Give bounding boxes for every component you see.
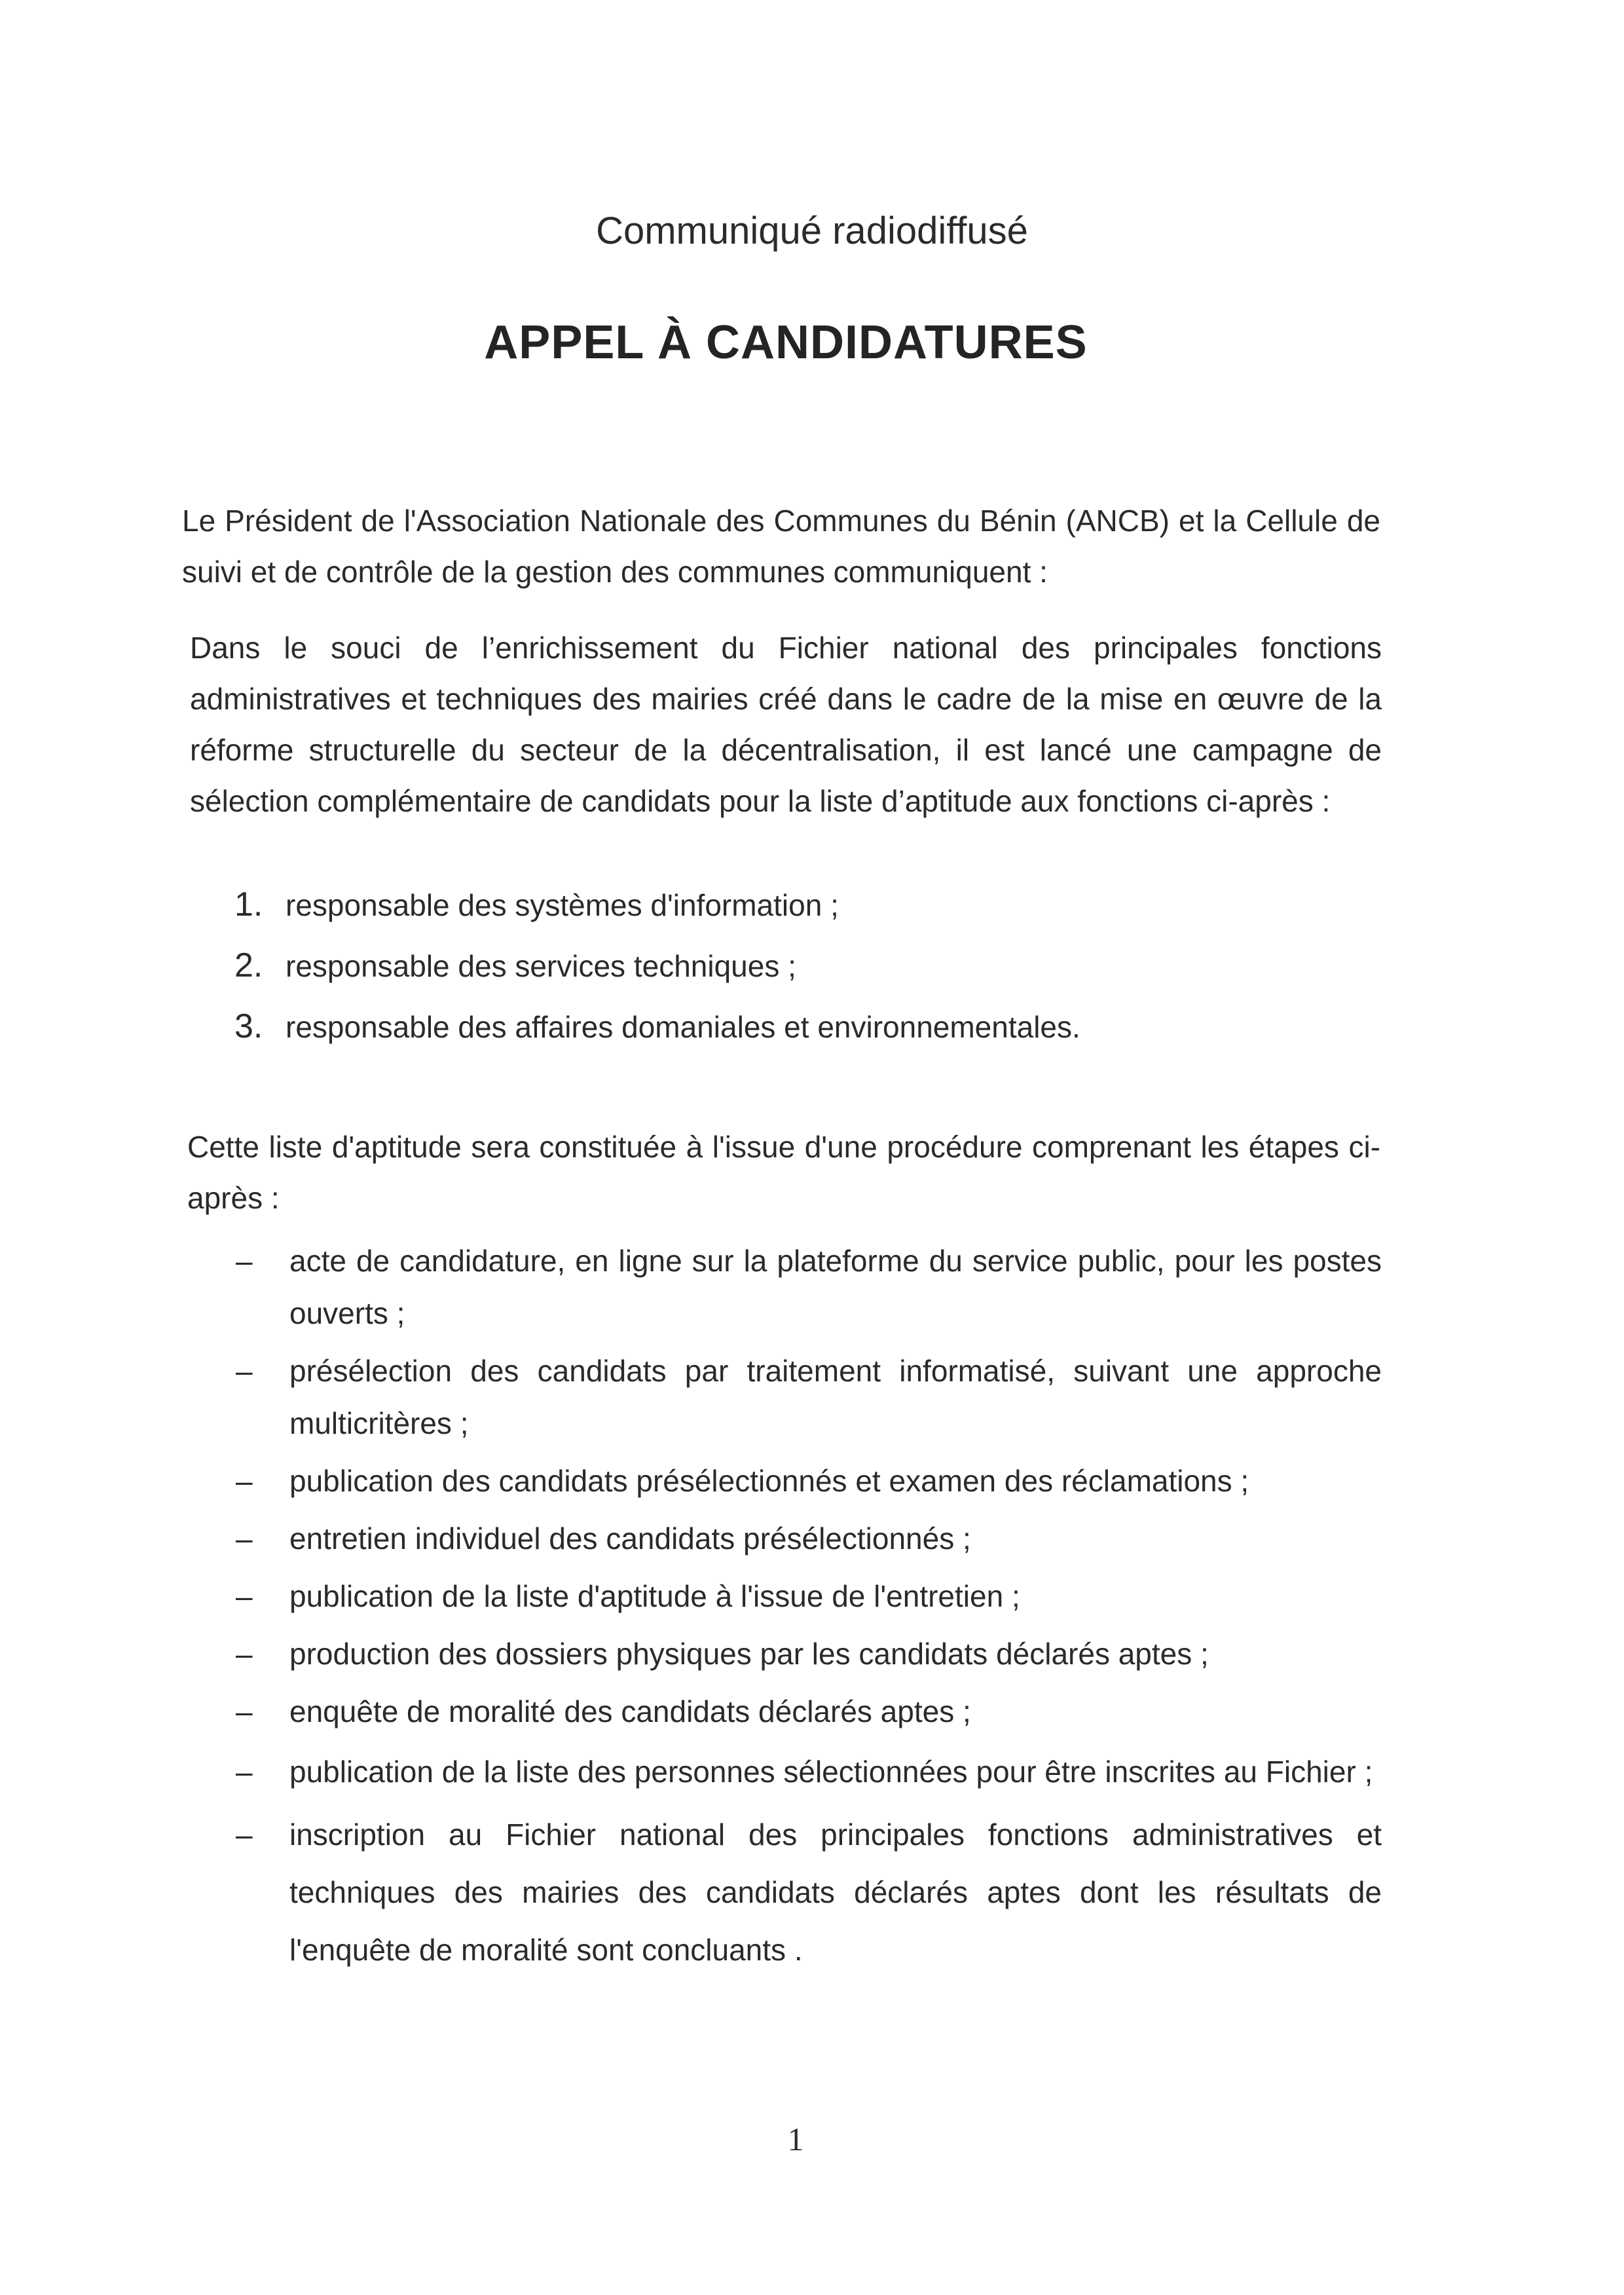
list-item bbox=[236, 1512, 1382, 1565]
list-item-text: entretien individuel des candidats présélectionnés ; bbox=[289, 1521, 971, 1556]
dash-bullet: – bbox=[236, 1244, 253, 1278]
list-item bbox=[236, 1345, 1382, 1449]
list-item bbox=[236, 1570, 1382, 1622]
list-item bbox=[236, 1806, 1382, 1979]
dash-bullet: – bbox=[236, 1579, 253, 1613]
list-item bbox=[234, 874, 1348, 935]
procedure-paragraph: Cette liste d'aptitude sera constituée à l'issue d'une procédure comprenant les étapes ci-après : bbox=[187, 1130, 1380, 1215]
list-item-text: responsable des systèmes d'information ; bbox=[286, 888, 839, 922]
list-item-text: responsable des services techniques ; bbox=[286, 949, 796, 983]
list-number: 3. bbox=[234, 1007, 263, 1045]
dash-bullet: – bbox=[236, 1755, 253, 1789]
steps-list bbox=[236, 1235, 1382, 1984]
list-item bbox=[236, 1685, 1382, 1738]
dash-bullet: – bbox=[236, 1354, 253, 1388]
document-title: APPEL À CANDIDATURES bbox=[484, 316, 1088, 369]
list-item-text: inscription au Fichier national des principales fonctions administratives et techniques des mairies des candidats déclarés aptes dont les résultats de l'enquête de moralité sont concluants . bbox=[289, 1818, 1382, 1967]
dash-bullet: – bbox=[236, 1694, 253, 1728]
page-number: 1 bbox=[787, 2121, 804, 2157]
intro-paragraph: Le Président de l'Association Nationale des Communes du Bénin (ANCB) et la Cellule de suivi et de contrôle de la gestion des communes communiquent : bbox=[182, 504, 1380, 589]
list-item-text: enquête de moralité des candidats déclarés aptes ; bbox=[289, 1694, 971, 1728]
dash-bullet: – bbox=[236, 1818, 253, 1852]
list-item bbox=[234, 996, 1348, 1057]
dash-bullet: – bbox=[236, 1464, 253, 1498]
list-item bbox=[236, 1455, 1382, 1507]
list-item bbox=[234, 935, 1348, 996]
list-item bbox=[236, 1235, 1382, 1339]
list-item-text: publication de la liste d'aptitude à l'issue de l'entretien ; bbox=[289, 1579, 1020, 1613]
list-item bbox=[236, 1743, 1382, 1801]
dash-bullet: – bbox=[236, 1521, 253, 1556]
list-item bbox=[236, 1628, 1382, 1680]
list-number: 2. bbox=[234, 946, 263, 984]
list-item-text: responsable des affaires domaniales et environnementales. bbox=[286, 1010, 1080, 1044]
list-item-text: acte de candidature, en ligne sur la plateforme du service public, pour les postes ouverts ; bbox=[289, 1244, 1382, 1330]
functions-list bbox=[234, 874, 1348, 1057]
list-number: 1. bbox=[234, 886, 263, 924]
list-item-text: publication des candidats présélectionnés et examen des réclamations ; bbox=[289, 1464, 1249, 1498]
list-item-text: publication de la liste des personnes sélectionnées pour être inscrites au Fichier ; bbox=[289, 1755, 1373, 1789]
context-paragraph: Dans le souci de l’enrichissement du Fichier national des principales fonctions administratives et techniques des mairies créé dans le cadre de la mise en œuvre de la réforme structurelle du secteur de la décentralisation, il est lancé une campagne de sélection complémentaire de candidats pour la liste d’aptitude aux fonctions ci-après : bbox=[190, 631, 1382, 818]
list-item-text: présélection des candidats par traitement informatisé, suivant une approche multicritères ; bbox=[289, 1354, 1382, 1440]
list-item-text: production des dossiers physiques par les candidats déclarés aptes ; bbox=[289, 1637, 1209, 1671]
document-subtitle: Communiqué radiodiffusé bbox=[596, 210, 1028, 252]
dash-bullet: – bbox=[236, 1637, 253, 1671]
